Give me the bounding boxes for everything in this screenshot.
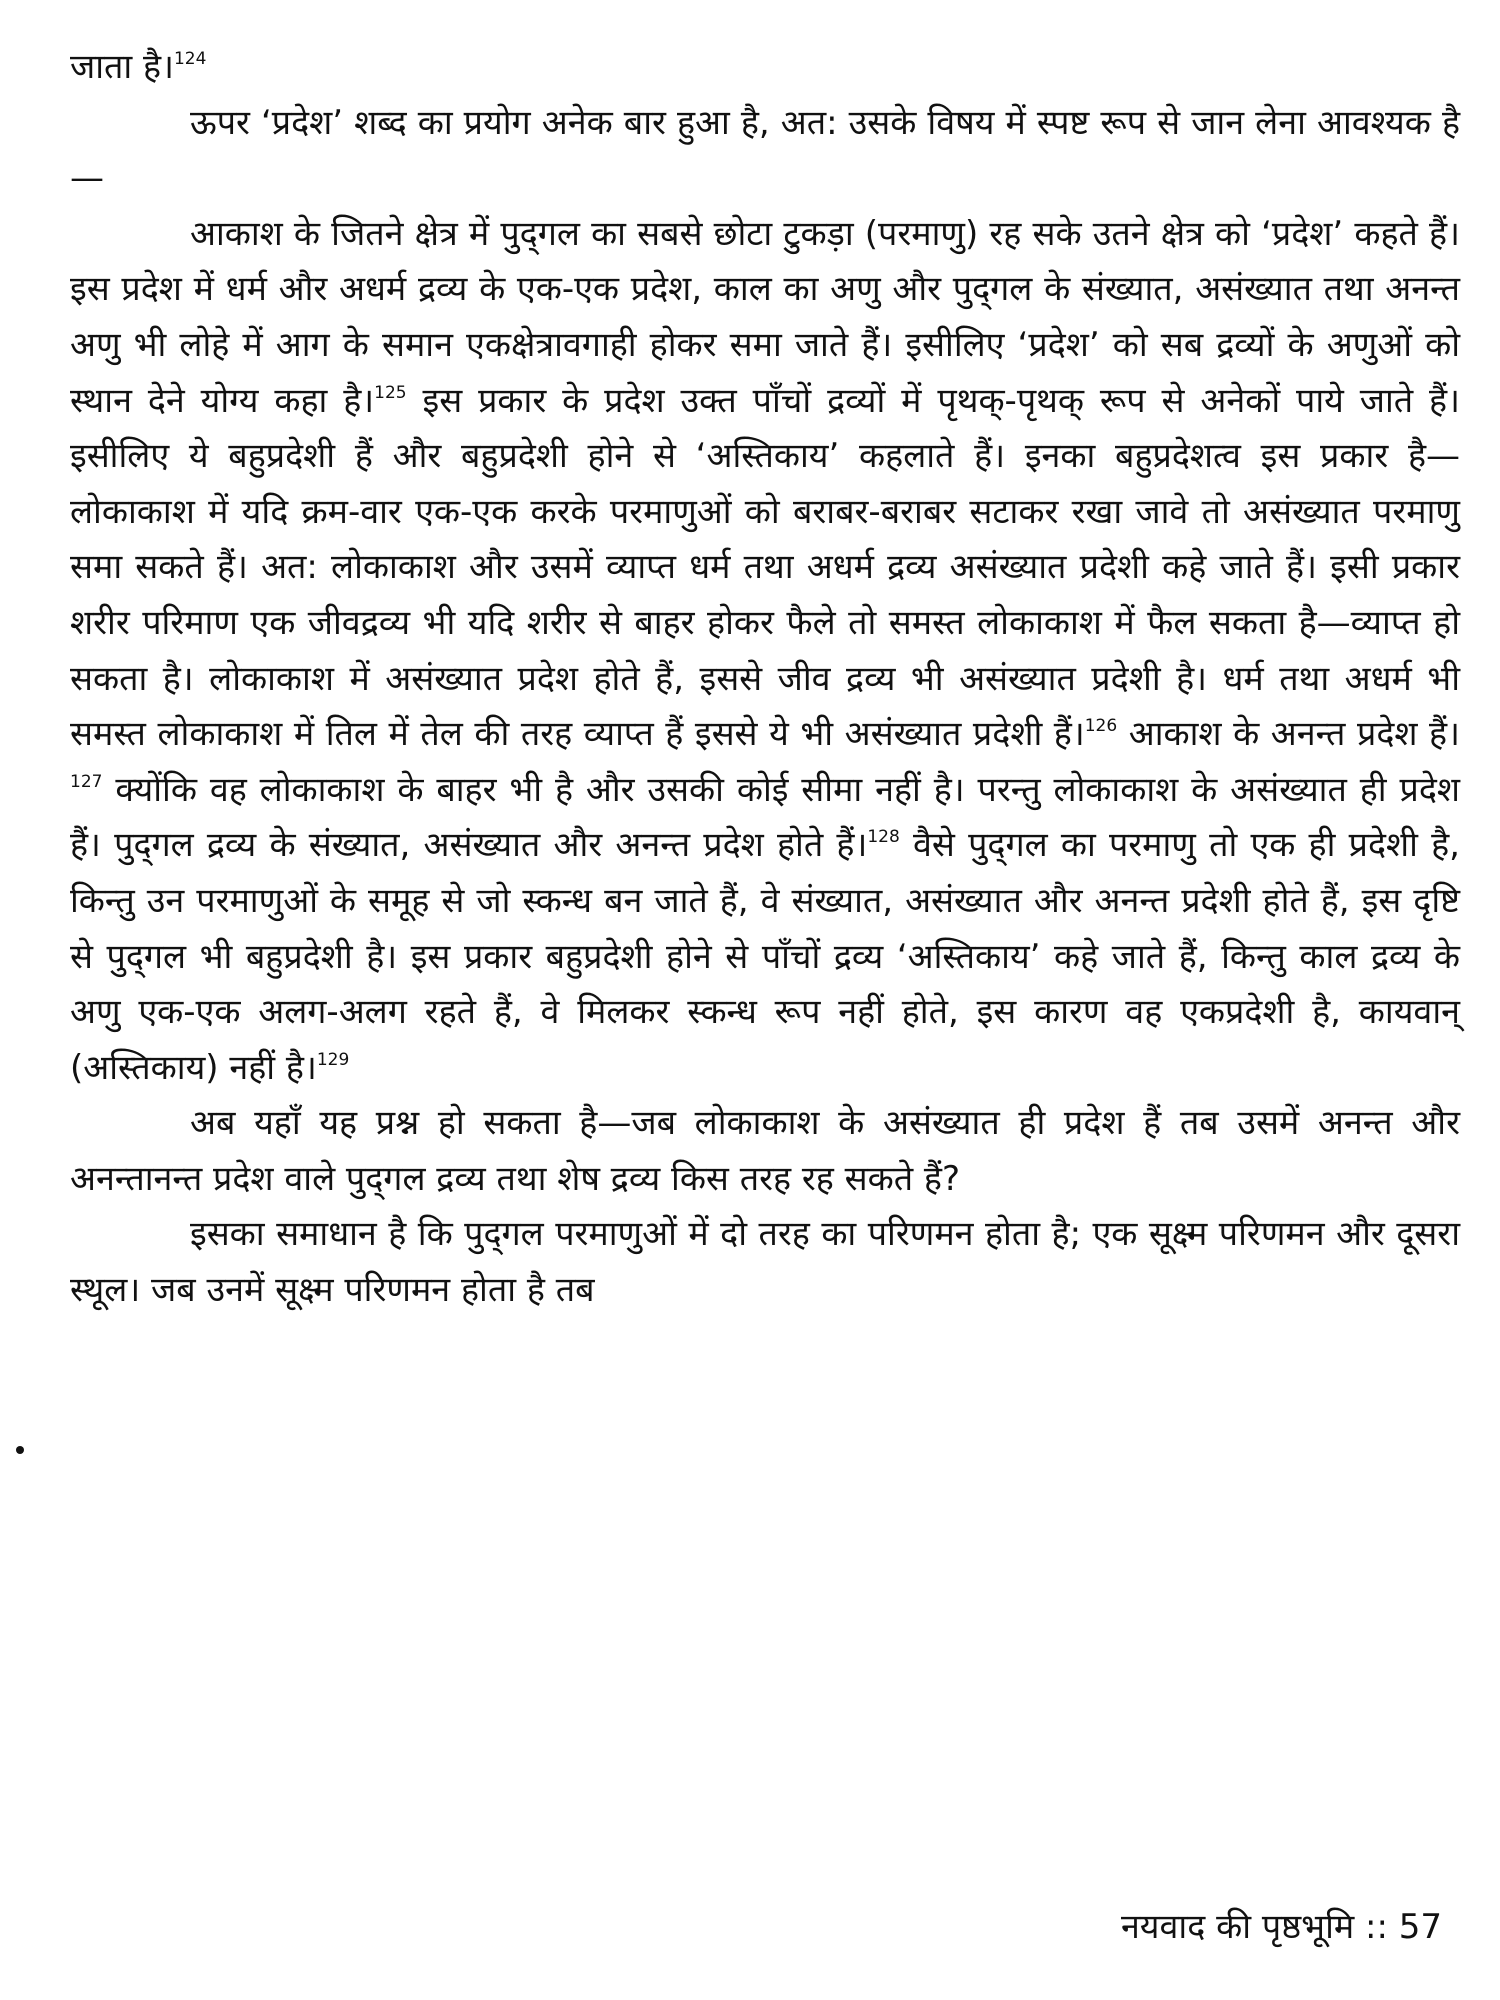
body-text bbox=[70, 40, 1460, 1319]
paragraph bbox=[70, 207, 1460, 1097]
footnote-ref: 127 bbox=[70, 771, 103, 792]
text-run: ऊपर ‘प्रदेश’ शब्द का प्रयोग अनेक बार हुआ है, अत: उसके विषय में स्पष्ट रूप से जान लेना आवश्यक है— bbox=[70, 102, 1460, 199]
text-run: आकाश के जितने क्षेत्र में पुद्‌गल का सबसे छोटा टुकड़ा (परमाणु) रह सके उतने क्षेत्र को ‘प्रदेश’ कहते हैं। इस प्रदेश में धर्म और अधर्म द्रव्य के एक-एक प्रदेश, काल का अणु और पुद्‌गल के संख्यात, असंख्यात तथा अनन्त अणु भी लोहे में आग के समान एकक्षेत्रावगाही होकर समा जाते हैं। इसीलिए ‘प्रदेश’ को सब द्रव्यों के अणुओं को स्थान देने योग्य कहा है। bbox=[70, 213, 1460, 421]
margin-dot bbox=[16, 1446, 24, 1454]
text-run: क्योंकि वह लोकाकाश के बाहर भी है और उसकी कोई सीमा नहीं है। परन्तु लोकाकाश के असंख्यात ही प्रदेश हैं। पुद्‌गल द्रव्य के संख्यात, असंख्यात और अनन्त प्रदेश होते हैं। bbox=[70, 769, 1460, 866]
footnote-ref: 129 bbox=[316, 1049, 350, 1070]
text-run: इस प्रकार के प्रदेश उक्त पाँचों द्रव्यों में पृथक्-पृथक् रूप से अनेकों पाये जाते हैं। इसीलिए ये बहुप्रदेशी हैं और बहुप्रदेशी होने से ‘अस्तिकाय’ कहलाते हैं। इनका बहुप्रदेशत्व इस प्रकार है— लोकाकाश में यदि क्रम-वार एक-एक करके परमाणुओं को बराबर-बराबर सटाकर रखा जावे तो असंख्यात परमाणु समा सकते हैं। अत: लोकाकाश और उसमें व्याप्त धर्म तथा अधर्म द्रव्य असंख्यात प्रदेशी कहे जाते हैं। इसी प्रकार शरीर परिमाण एक जीवद्रव्य भी यदि शरीर से बाहर होकर फैले तो समस्त लोकाकाश में फैल सकता है—व्याप्त हो सकता है। लोकाकाश में असंख्यात प्रदेश होते हैं, इससे जीव द्रव्य भी असंख्यात प्रदेशी है। धर्म तथा अधर्म भी समस्त लोकाकाश में तिल में तेल की तरह व्याप्त हैं इससे ये भी असंख्यात प्रदेशी हैं। bbox=[70, 380, 1460, 755]
footnote-ref: 125 bbox=[374, 382, 407, 403]
text-run: वैसे पुद्‌गल का परमाणु तो एक ही प्रदेशी है, किन्तु उन परमाणुओं के समूह से जो स्कन्ध बन जाते हैं, वे संख्यात, असंख्यात और अनन्त प्रदेशी होते हैं, इस दृष्टि से पुद्‌गल भी बहुप्रदेशी है। इस प्रकार बहुप्रदेशी होने से पाँचों द्रव्य ‘अस्तिकाय’ कहे जाते हैं, किन्तु काल द्रव्य के अणु एक-एक अलग-अलग रहते हैं, वे मिलकर स्कन्ध रूप नहीं होते, इस कारण वह एकप्रदेशी है, कायवान् (अस्तिकाय) नहीं है। bbox=[70, 825, 1460, 1088]
text-run: आकाश के अनन्त प्रदेश हैं। bbox=[1117, 714, 1460, 755]
footnote-ref: 128 bbox=[867, 827, 900, 848]
page-footer: नयवाद की पृष्ठभूमि :: 57 bbox=[1120, 1907, 1442, 1947]
paragraph bbox=[70, 1207, 1460, 1318]
text-run: जाता है। bbox=[70, 47, 174, 87]
paragraph bbox=[70, 96, 1460, 207]
text-run: अब यहाँ यह प्रश्न हो सकता है—जब लोकाकाश के असंख्यात ही प्रदेश हैं तब उसमें अनन्त और अनन्तानन्त प्रदेश वाले पुद्‌गल द्रव्य तथा शेष द्रव्य किस तरह रह सकते हैं? bbox=[70, 1103, 1460, 1199]
paragraph bbox=[70, 40, 1460, 96]
footnote-ref: 126 bbox=[1084, 716, 1118, 737]
text-run: इसका समाधान है कि पुद्‌गल परमाणुओं में दो तरह का परिणमन होता है; एक सूक्ष्म परिणमन और दूसरा स्थूल। जब उनमें सूक्ष्म परिणमन होता है तब bbox=[70, 1214, 1460, 1311]
footnote-ref: 124 bbox=[173, 49, 207, 69]
paragraph bbox=[70, 1096, 1460, 1207]
